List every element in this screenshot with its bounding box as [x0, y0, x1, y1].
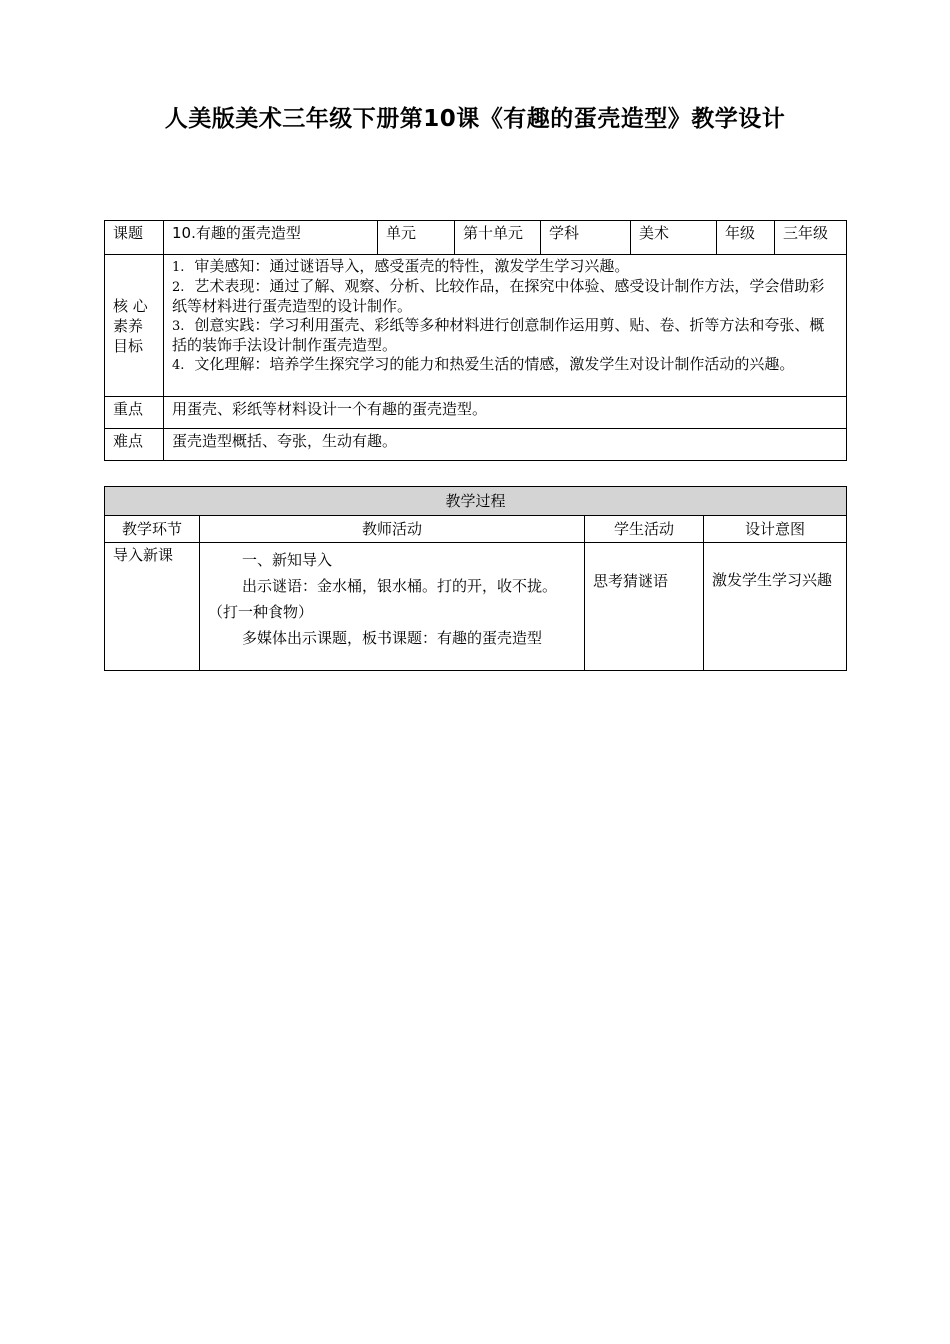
grade-label: 年级 [717, 221, 775, 255]
teacher-line: 多媒体出示课题，板书课题：有趣的蛋壳造型 [242, 629, 543, 647]
goal-number: 1. [172, 260, 185, 275]
difficulty-value: 蛋壳造型概括、夸张，生动有趣。 [164, 429, 847, 461]
design-intent-cell: 激发学生学习兴趣 [704, 543, 847, 671]
core-label-line3: 目标 [113, 336, 144, 355]
teacher-line: 出示谜语：金水桶，银水桶。打的开，收不拢。（打一种食物） [208, 577, 558, 621]
difficulty-label: 难点 [105, 429, 164, 461]
process-header-row [105, 487, 847, 516]
stage-cell: 导入新课 [105, 543, 200, 671]
lesson-info-table [104, 220, 847, 461]
goal-text: 文化理解：培养学生探究学习的能力和热爱生活的情感，激发学生对设计制作活动的兴趣。 [194, 355, 795, 373]
topic-value: 10.有趣的蛋壳造型 [164, 221, 378, 255]
goal-number: 2. [172, 280, 185, 295]
core-goals-label [105, 255, 164, 397]
teacher-activity-cell [200, 543, 585, 671]
topic-label: 课题 [105, 221, 164, 255]
goal-item [172, 257, 838, 277]
goal-text: 艺术表现：通过了解、观察、分析、比较作品，在探究中体验、感受设计制作方法，学会借助彩纸等材料进行蛋壳造型的设计制作。 [172, 277, 825, 315]
goal-item [172, 355, 838, 375]
teaching-process-table [104, 486, 847, 671]
student-activity-cell: 思考猜谜语 [585, 543, 704, 671]
grade-value: 三年级 [775, 221, 847, 255]
key-point-label: 重点 [105, 397, 164, 429]
unit-label: 单元 [378, 221, 455, 255]
document-title: 人美版美术三年级下册第10课《有趣的蛋壳造型》教学设计 [164, 106, 786, 132]
column-header-teacher: 教师活动 [200, 516, 585, 543]
teacher-line: 一、新知导入 [242, 551, 333, 569]
core-goals-list [164, 255, 847, 397]
info-row-core-goals [105, 255, 847, 397]
column-header-intent: 设计意图 [704, 516, 847, 543]
info-row-difficulty [105, 429, 847, 461]
goal-item [172, 277, 838, 316]
goal-number: 3. [172, 319, 185, 334]
goal-text: 审美感知：通过谜语导入，感受蛋壳的特性，激发学生学习兴趣。 [194, 257, 630, 275]
column-header-student: 学生活动 [585, 516, 704, 543]
process-header: 教学过程 [105, 487, 847, 516]
subject-value: 美术 [631, 221, 717, 255]
subject-label: 学科 [541, 221, 631, 255]
goal-item [172, 316, 838, 355]
process-row [105, 543, 847, 671]
core-label-line1: 核 心 [113, 296, 148, 315]
core-label-line2: 素养 [113, 316, 144, 335]
info-row-key-point [105, 397, 847, 429]
key-point-value: 用蛋壳、彩纸等材料设计一个有趣的蛋壳造型。 [164, 397, 847, 429]
unit-value: 第十单元 [455, 221, 541, 255]
goal-number: 4. [172, 358, 185, 373]
process-column-headers [105, 516, 847, 543]
column-header-stage: 教学环节 [105, 516, 200, 543]
goal-text: 创意实践：学习利用蛋壳、彩纸等多种材料进行创意制作运用剪、贴、卷、折等方法和夸张、概括的装饰手法设计制作蛋壳造型。 [172, 316, 825, 354]
info-row-topic [105, 221, 847, 255]
